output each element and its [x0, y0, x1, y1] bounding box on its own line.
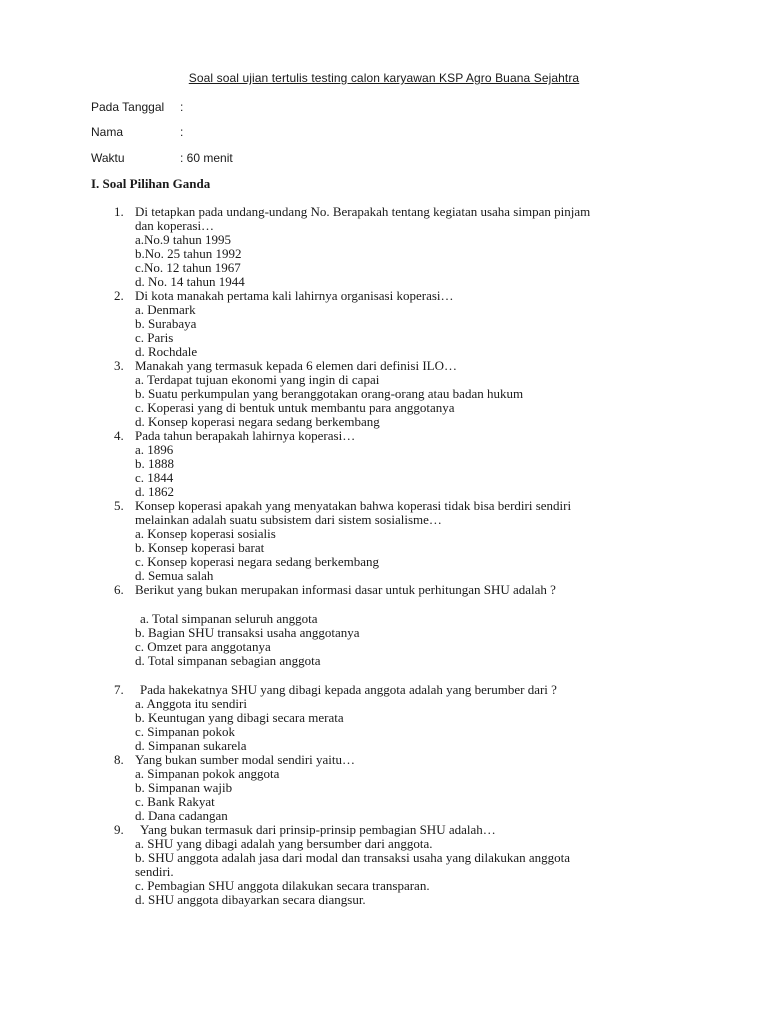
- field-value: : 60 menit: [180, 151, 233, 165]
- option: a. Konsep koperasi sosialis: [135, 526, 276, 541]
- option: a. Denmark: [135, 302, 196, 317]
- document-title: Soal soal ujian tertulis testing calon karyawan KSP Agro Buana Sejahtra: [188, 71, 580, 85]
- option: a. Total simpanan seluruh anggota: [140, 611, 318, 626]
- question-8: [114, 753, 355, 767]
- question-3: [114, 359, 457, 373]
- question-number: 9.: [114, 822, 124, 837]
- question-number: 1.: [114, 204, 124, 219]
- field-name: [91, 124, 183, 140]
- question-text: Manakah yang termasuk kepada 6 elemen dari definisi ILO…: [135, 358, 457, 373]
- option: d. Total simpanan sebagian anggota: [135, 653, 321, 668]
- option: b. Konsep koperasi barat: [135, 540, 265, 555]
- option-cont: sendiri.: [135, 864, 174, 879]
- field-value: :: [180, 125, 184, 139]
- option: b. Bagian SHU transaksi usaha anggotanya: [135, 625, 360, 640]
- option: a. SHU yang dibagi adalah yang bersumber dari anggota.: [135, 836, 433, 851]
- question-1: [114, 205, 590, 219]
- option: c. Simpanan pokok: [135, 724, 236, 739]
- option: d. Dana cadangan: [135, 808, 228, 823]
- question-text: Pada hakekatnya SHU yang dibagi kepada anggota adalah yang berumber dari ?: [140, 682, 557, 697]
- question-text-cont: melainkan adalah suatu subsistem dari sistem sosialisme…: [135, 512, 442, 527]
- option: c. 1844: [135, 470, 174, 485]
- question-6: [114, 583, 556, 597]
- option: c. Pembagian SHU anggota dilakukan secara transparan.: [135, 878, 430, 893]
- option: b. 1888: [135, 456, 174, 471]
- question-7: [114, 683, 557, 697]
- option: c. Koperasi yang di bentuk untuk membantu para anggotanya: [135, 400, 455, 415]
- option: b. Keuntugan yang dibagi secara merata: [135, 710, 344, 725]
- option: d. Rochdale: [135, 344, 198, 359]
- question-number: 8.: [114, 752, 124, 767]
- option: b. SHU anggota adalah jasa dari modal dan transaksi usaha yang dilakukan anggota: [135, 850, 571, 865]
- field-label: Pada Tanggal: [91, 100, 165, 114]
- option: a. Anggota itu sendiri: [135, 696, 247, 711]
- option: d. Simpanan sukarela: [135, 738, 247, 753]
- question-number: 3.: [114, 358, 124, 373]
- question-5: [114, 499, 571, 513]
- option: a. 1896: [135, 442, 174, 457]
- question-text: Berikut yang bukan merupakan informasi dasar untuk perhitungan SHU adalah ?: [135, 582, 556, 597]
- question-9: [114, 823, 496, 837]
- option: a. Terdapat tujuan ekonomi yang ingin di capai: [135, 372, 380, 387]
- option: d. Konsep koperasi negara sedang berkembang: [135, 414, 380, 429]
- option: c. Omzet para anggotanya: [135, 639, 271, 654]
- section-title: I. Soal Pilihan Ganda: [91, 176, 211, 191]
- option: a. Simpanan pokok anggota: [135, 766, 280, 781]
- question-number: 4.: [114, 428, 124, 443]
- option: d. Semua salah: [135, 568, 214, 583]
- option: c.No. 12 tahun 1967: [135, 260, 241, 275]
- question-text: Di tetapkan pada undang-undang No. Berapakah tentang kegiatan usaha simpan pinjam: [135, 204, 591, 219]
- question-number: 7.: [114, 682, 124, 697]
- question-text: Yang bukan sumber modal sendiri yaitu…: [135, 752, 356, 767]
- option: d. SHU anggota dibayarkan secara diangsur.: [135, 892, 366, 907]
- field-date: [91, 99, 183, 115]
- question-number: 5.: [114, 498, 124, 513]
- option: b. Suatu perkumpulan yang beranggotakan orang-orang atau badan hukum: [135, 386, 524, 401]
- option: d. No. 14 tahun 1944: [135, 274, 245, 289]
- question-text: Konsep koperasi apakah yang menyatakan bahwa koperasi tidak bisa berdiri sendiri: [135, 498, 572, 513]
- question-text: Yang bukan termasuk dari prinsip-prinsip pembagian SHU adalah…: [140, 822, 496, 837]
- field-label: Waktu: [91, 151, 125, 165]
- option: b. Simpanan wajib: [135, 780, 233, 795]
- option: b.No. 25 tahun 1992: [135, 246, 242, 261]
- option: a.No.9 tahun 1995: [135, 232, 232, 247]
- question-4: [114, 429, 355, 443]
- option: c. Bank Rakyat: [135, 794, 215, 809]
- field-value: :: [180, 100, 184, 114]
- option: c. Paris: [135, 330, 174, 345]
- field-label: Nama: [91, 125, 124, 139]
- option: d. 1862: [135, 484, 174, 499]
- question-2: [114, 289, 454, 303]
- question-text-cont: dan koperasi…: [135, 218, 215, 233]
- option: c. Konsep koperasi negara sedang berkembang: [135, 554, 380, 569]
- question-text: Di kota manakah pertama kali lahirnya organisasi koperasi…: [135, 288, 454, 303]
- question-number: 6.: [114, 582, 124, 597]
- field-time: [91, 150, 233, 166]
- question-text: Pada tahun berapakah lahirnya koperasi…: [135, 428, 356, 443]
- question-number: 2.: [114, 288, 124, 303]
- option: b. Surabaya: [135, 316, 197, 331]
